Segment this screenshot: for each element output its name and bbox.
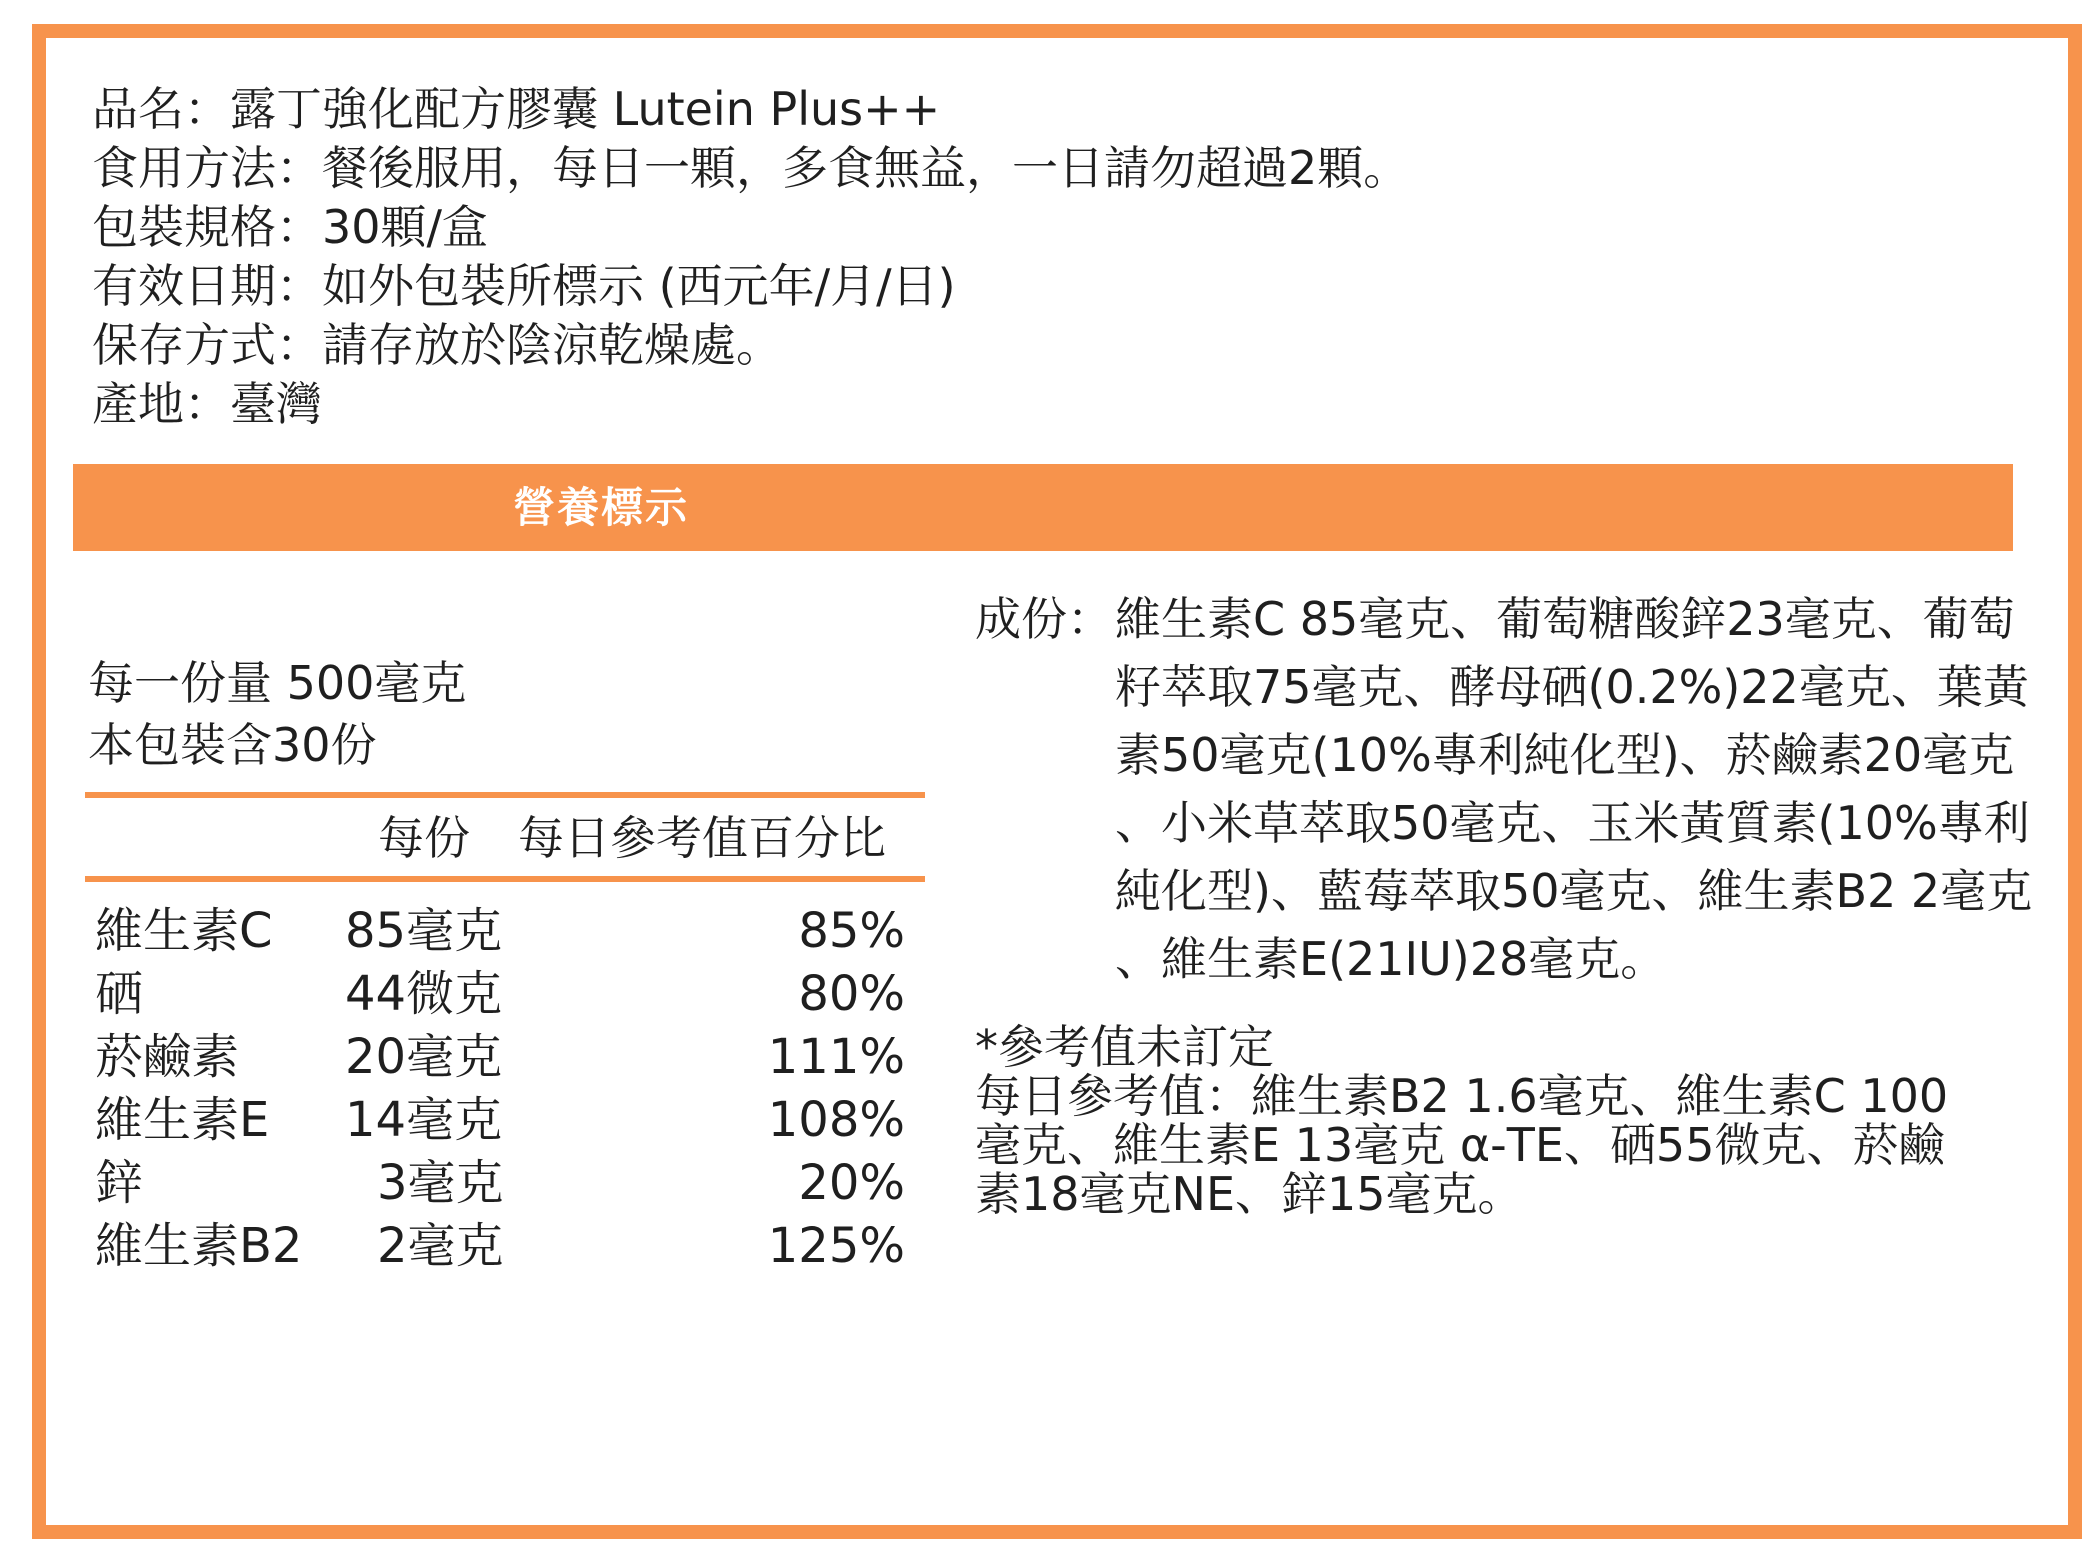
origin-line <box>92 375 1409 434</box>
product-name-value: 露丁強化配方膠囊 Lutein Plus++ <box>230 82 941 136</box>
nutrient-percent: 80% <box>798 966 905 1022</box>
ingredients-line: 、維生素E(21IU)28毫克。 <box>1115 932 1667 986</box>
serving-info <box>88 652 466 776</box>
table-header-rule <box>85 876 925 882</box>
nutrient-name: 維生素E <box>95 1092 270 1148</box>
table-row <box>95 1152 905 1215</box>
note-line: 素18毫克NE、鋅15毫克。 <box>975 1167 1524 1221</box>
table-row <box>95 900 905 963</box>
nutrition-banner-title: 營養標示 <box>513 483 690 532</box>
servings-per-pack: 本包裝含30份 <box>88 718 377 772</box>
package-value: 30顆/盒 <box>322 200 489 254</box>
table-row <box>95 963 905 1026</box>
storage-label: 保存方式： <box>92 318 322 372</box>
product-name-line <box>92 80 1409 139</box>
usage-label: 食用方法： <box>92 141 322 195</box>
ingredients-line: 籽萃取75毫克、酵母硒(0.2%)22毫克、葉黃 <box>1115 660 2029 714</box>
header-daily-value: 每日參考值百分比 <box>518 811 886 865</box>
usage-line <box>92 139 1409 198</box>
nutrient-name: 菸鹼素 <box>95 1029 240 1085</box>
nutrient-amount: 14毫克 <box>345 1092 503 1148</box>
expiry-value: 如外包裝所標示 (西元年/月/日) <box>322 259 956 313</box>
note-line: *參考值未訂定 <box>975 1020 1274 1074</box>
nutrient-amount: 85毫克 <box>345 903 503 959</box>
usage-value: 餐後服用，每日一顆，多食無益，一日請勿超過2顆。 <box>322 141 1410 195</box>
nutrient-amount: 44微克 <box>345 966 503 1022</box>
nutrient-amount: 2毫克 <box>377 1218 504 1274</box>
expiry-line <box>92 257 1409 316</box>
nutrient-percent: 108% <box>767 1092 905 1148</box>
ingredients-text <box>1115 585 2032 993</box>
nutrient-percent: 111% <box>767 1029 905 1085</box>
nutrition-table <box>95 900 905 1278</box>
product-name-label: 品名： <box>92 82 230 136</box>
reference-notes <box>975 1020 1949 1221</box>
origin-label: 產地： <box>92 377 230 431</box>
ingredients-line: 素50毫克(10%專利純化型)、菸鹼素20毫克 <box>1115 728 2015 782</box>
storage-line <box>92 316 1409 375</box>
expiry-label: 有效日期： <box>92 259 322 313</box>
nutrient-name: 維生素C <box>95 903 273 959</box>
package-label: 包裝規格： <box>92 200 322 254</box>
header-per-serving: 每份 <box>378 811 470 865</box>
ingredients-line: 維生素C 85毫克、葡萄糖酸鋅23毫克、葡萄 <box>1115 592 2015 646</box>
table-row <box>95 1026 905 1089</box>
note-line: 毫克、維生素E 13毫克 α-TE、硒55微克、菸鹼 <box>975 1118 1945 1172</box>
nutrition-banner <box>73 464 2013 551</box>
nutrient-percent: 20% <box>798 1155 905 1211</box>
nutrient-name: 硒 <box>95 966 144 1022</box>
table-row <box>95 1089 905 1152</box>
table-top-rule <box>85 792 925 798</box>
package-line <box>92 198 1409 257</box>
nutrient-amount: 3毫克 <box>377 1155 504 1211</box>
product-info <box>92 80 1409 434</box>
storage-value: 請存放於陰涼乾燥處。 <box>322 318 782 372</box>
nutrient-percent: 125% <box>767 1218 905 1274</box>
ingredients-label: 成份： <box>975 592 1113 646</box>
note-line: 每日參考值：維生素B2 1.6毫克、維生素C 100 <box>975 1069 1949 1123</box>
nutrient-name: 鋅 <box>95 1155 144 1211</box>
nutrient-percent: 85% <box>798 903 905 959</box>
origin-value: 臺灣 <box>230 377 322 431</box>
ingredients-line: 、小米草萃取50毫克、玉米黃質素(10%專利 <box>1115 796 2030 850</box>
ingredients-line: 純化型)、藍莓萃取50毫克、維生素B2 2毫克 <box>1115 864 2033 918</box>
table-row <box>95 1215 905 1278</box>
nutrient-amount: 20毫克 <box>345 1029 503 1085</box>
nutrient-name: 維生素B2 <box>95 1218 303 1274</box>
serving-size: 每一份量 500毫克 <box>88 656 467 710</box>
